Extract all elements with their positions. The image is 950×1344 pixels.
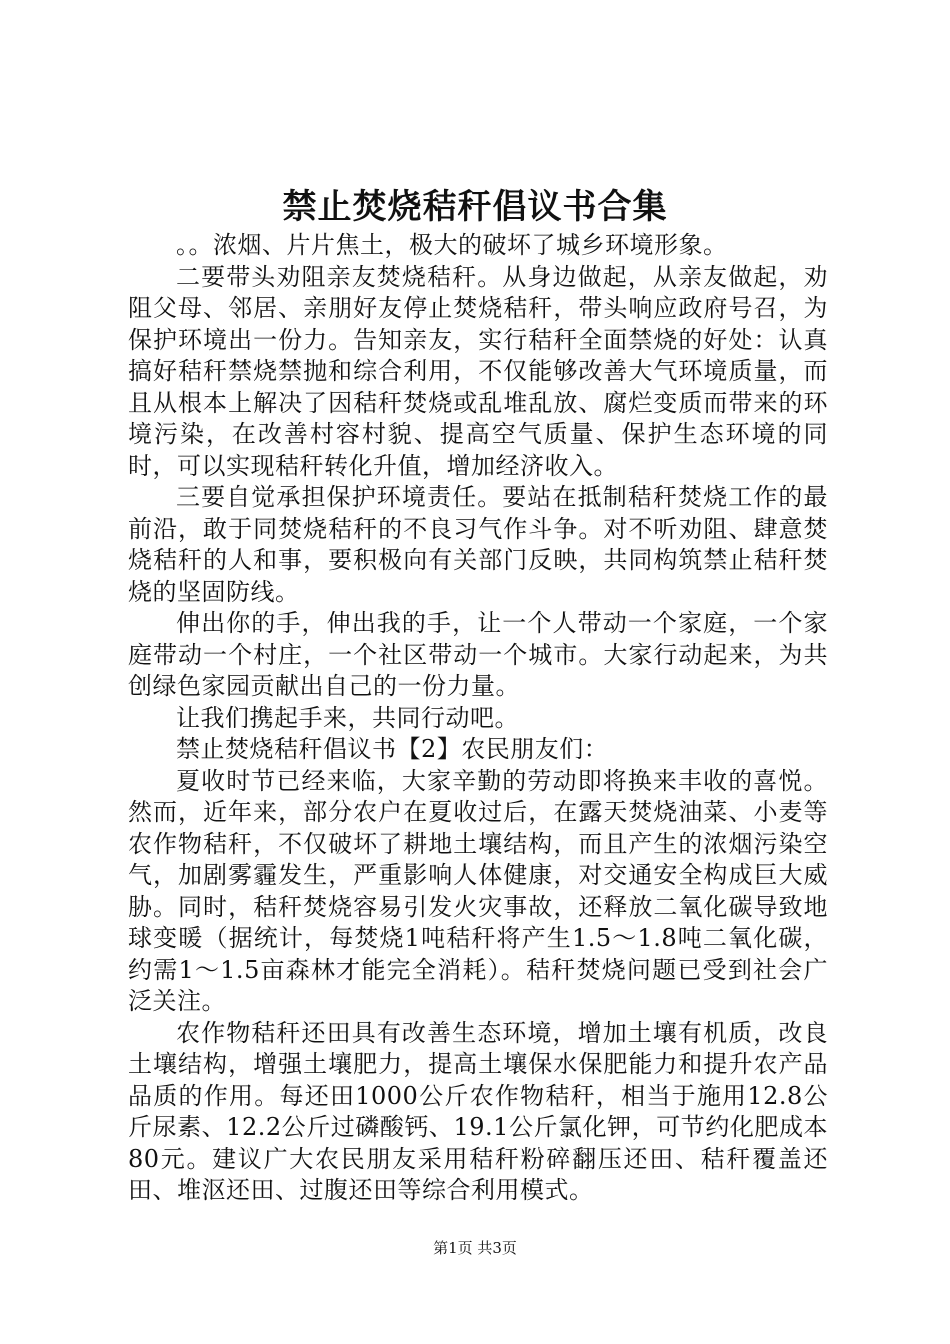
paragraph-6: 禁止焚烧秸秆倡议书【2】农民朋友们： <box>176 735 609 763</box>
paragraph-5: 让我们携起手来，共同行动吧。 <box>176 703 519 732</box>
paragraph-3: 三要自觉承担保护环境责任。要站在抵制秸秆焚烧工作的最前沿，敢于同焚烧秸秆的不良习气作斗争。对不听劝阻、肆意焚烧秸秆的人和事，要积极向有关部门反映，共同构筑禁止秸秆焚烧的坚固防线。 <box>128 483 828 606</box>
paragraph-7: 夏收时节已经来临，大家辛勤的劳动即将换来丰收的喜悦。然而，近年来，部分农户在夏收过后，在露天焚烧油菜、小麦等农作物秸秆，不仅破坏了耕地土壤结构，而且产生的浓烟污染空气，加剧雾霾发生，严重影响人体健康，对交通安全构成巨大威胁。同时，秸秆焚烧容易引发火灾事故，还释放二氧化碳导致地球变暖（据统计，每焚烧1吨秸秆将产生1.5～1.8吨二氧化碳，约需1～1.5亩森林才能完全消耗）。秸秆焚烧问题已受到社会广泛关注。 <box>128 766 828 1015</box>
paragraph-8: 农作物秸秆还田具有改善生态环境，增加土壤有机质，改良土壤结构，增强土壤肥力，提高土壤保水保肥能力和提升农产品品质的作用。每还田1000公斤农作物秸秆，相当于施用12.8公斤尿素、12.2公斤过磷酸钙、19.1公斤氯化钾，可节约化肥成本80元。建议广大农民朋友采用秸秆粉碎翻压还田、秸秆覆盖还田、堆沤还田、过腹还田等综合利用模式。 <box>128 1018 828 1204</box>
document-title: 禁止焚烧秸秆倡议书合集 <box>282 187 668 227</box>
document-body <box>128 230 828 1207</box>
page-number-footer: 第1页 共3页 <box>433 1239 517 1257</box>
paragraph-2: 二要带头劝阻亲友焚烧秸秆。从身边做起，从亲友做起，劝阻父母、邻居、亲朋好友停止焚烧秸秆，带头响应政府号召，为保护环境出一份力。告知亲友，实行秸秆全面禁烧的好处：认真搞好秸秆禁烧禁抛和综合利用，不仅能够改善大气环境质量，而且从根本上解决了因秸秆焚烧或乱堆乱放、腐烂变质而带来的环境污染，在改善村容村貌、提高空气质量、保护生态环境的同时，可以实现秸秆转化升值，增加经济收入。 <box>128 262 828 480</box>
paragraph-4: 伸出你的手，伸出我的手，让一个人带动一个家庭，一个家庭带动一个村庄，一个社区带动一个城市。大家行动起来，为共创绿色家园贡献出自己的一份力量。 <box>128 609 828 700</box>
paragraph-1: 。。浓烟、片片焦土，极大的破坏了城乡环境形象。 <box>176 231 728 259</box>
